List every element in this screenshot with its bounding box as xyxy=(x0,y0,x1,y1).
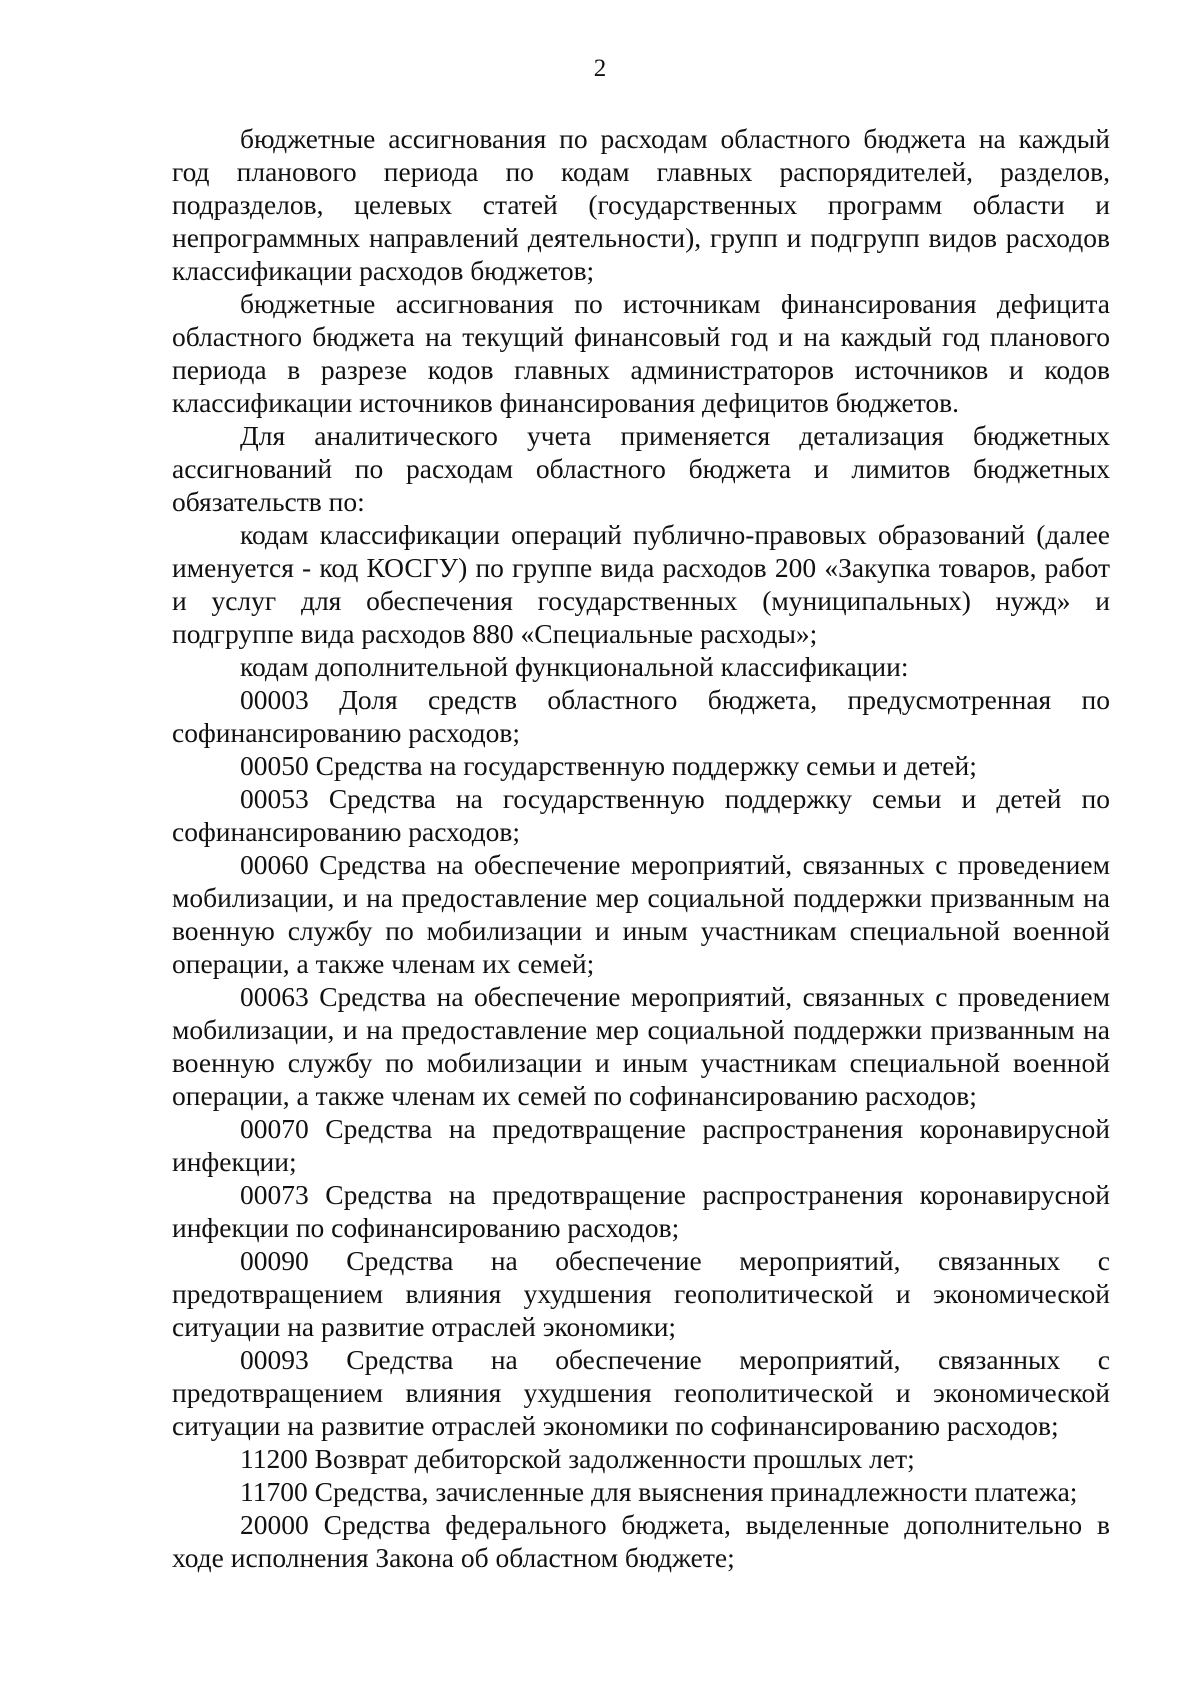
paragraph xyxy=(172,122,1110,287)
code-paragraph xyxy=(172,1178,1110,1244)
code-description: Средства на обеспечение мероприятий, связанных с проведением мобилизации, и на предоставление мер социальной поддержки призванным на военную службу по мобилизации и иным участникам специальной военной операции, а также членам их семей; xyxy=(172,849,1111,979)
code-paragraph xyxy=(172,1244,1110,1343)
code-description: Средства на обеспечение мероприятий, связанных с предотвращением влияния ухудшения геополитической и экономической ситуации на развитие отраслей экономики по софинансированию расходов; xyxy=(172,1344,1110,1441)
code-paragraph xyxy=(172,1343,1110,1442)
code-paragraph xyxy=(172,782,1110,848)
code-description: Средства на предотвращение распространения коронавирусной инфекции; xyxy=(172,1113,1110,1177)
classification-code: 00003 xyxy=(240,684,309,715)
document-body xyxy=(172,122,1110,1574)
paragraph-text: бюджетные ассигнования по источникам финансирования дефицита областного бюджета на текущий финансовый год и на каждый год планового периода в разрезе кодов главных администраторов источников и кодов классификации источников финансирования дефицитов бюджетов. xyxy=(172,288,1110,418)
classification-code: 11200 xyxy=(240,1443,308,1474)
code-description: Средства на обеспечение мероприятий, связанных с предотвращением влияния ухудшения геополитической и экономической ситуации на развитие отраслей экономики; xyxy=(172,1245,1110,1342)
classification-code: 00050 xyxy=(240,750,309,781)
paragraph xyxy=(172,650,1110,683)
paragraph-text: бюджетные ассигнования по расходам областного бюджета на каждый год планового периода по кодам главных распорядителей, разделов, подразделов, целевых статей (государственных программ области и непрограммных направлений деятельности), групп и подгрупп видов расходов классификации расходов бюджетов; xyxy=(172,123,1110,286)
paragraph xyxy=(172,287,1110,419)
paragraph-text: кодам классификации операций публично-правовых образований (далее именуется - код КОСГУ) по группе вида расходов 200 «Закупка товаров, работ и услуг для обеспечения государственных (муниципальных) нужд» и подгруппе вида расходов 880 «Специальные расходы»; xyxy=(172,519,1110,649)
code-paragraph xyxy=(172,1112,1110,1178)
classification-code: 11700 xyxy=(240,1476,308,1507)
classification-code: 00060 xyxy=(240,849,309,880)
code-paragraph xyxy=(172,980,1110,1112)
code-paragraph xyxy=(172,1508,1110,1574)
paragraph-text: Для аналитического учета применяется детализация бюджетных ассигнований по расходам областного бюджета и лимитов бюджетных обязательств по: xyxy=(172,420,1110,517)
code-paragraph xyxy=(172,683,1110,749)
paragraph xyxy=(172,518,1110,650)
code-paragraph xyxy=(172,749,1110,782)
code-description: Средства на предотвращение распространения коронавирусной инфекции по софинансированию расходов; xyxy=(172,1179,1110,1243)
code-description: Доля средств областного бюджета, предусмотренная по софинансированию расходов; xyxy=(172,684,1111,748)
code-description: Возврат дебиторской задолженности прошлых лет; xyxy=(314,1443,915,1474)
code-description: Средства на государственную поддержку семьи и детей; xyxy=(315,750,977,781)
classification-code: 00093 xyxy=(240,1344,309,1375)
paragraph-text: кодам дополнительной функциональной классификации: xyxy=(240,651,909,682)
classification-code: 00073 xyxy=(240,1179,309,1210)
page-number: 2 xyxy=(593,55,607,82)
code-description: Средства на государственную поддержку семьи и детей по софинансированию расходов; xyxy=(172,783,1110,847)
classification-code: 00063 xyxy=(240,981,309,1012)
code-description: Средства на обеспечение мероприятий, связанных с проведением мобилизации, и на предоставление мер социальной поддержки призванным на военную службу по мобилизации и иным участникам специальной военной операции, а также членам их семей по софинансированию расходов; xyxy=(172,981,1111,1111)
code-description: Средства федерального бюджета, выделенные дополнительно в ходе исполнения Закона об областном бюджете; xyxy=(172,1509,1111,1573)
classification-code: 00090 xyxy=(240,1245,309,1276)
code-paragraph xyxy=(172,1442,1110,1475)
code-description: Средства, зачисленные для выяснения принадлежности платежа; xyxy=(314,1476,1078,1507)
classification-code: 20000 xyxy=(240,1509,309,1540)
code-paragraph xyxy=(172,848,1110,980)
paragraph xyxy=(172,419,1110,518)
code-paragraph xyxy=(172,1475,1110,1508)
classification-code: 00053 xyxy=(240,783,309,814)
classification-code: 00070 xyxy=(240,1113,309,1144)
